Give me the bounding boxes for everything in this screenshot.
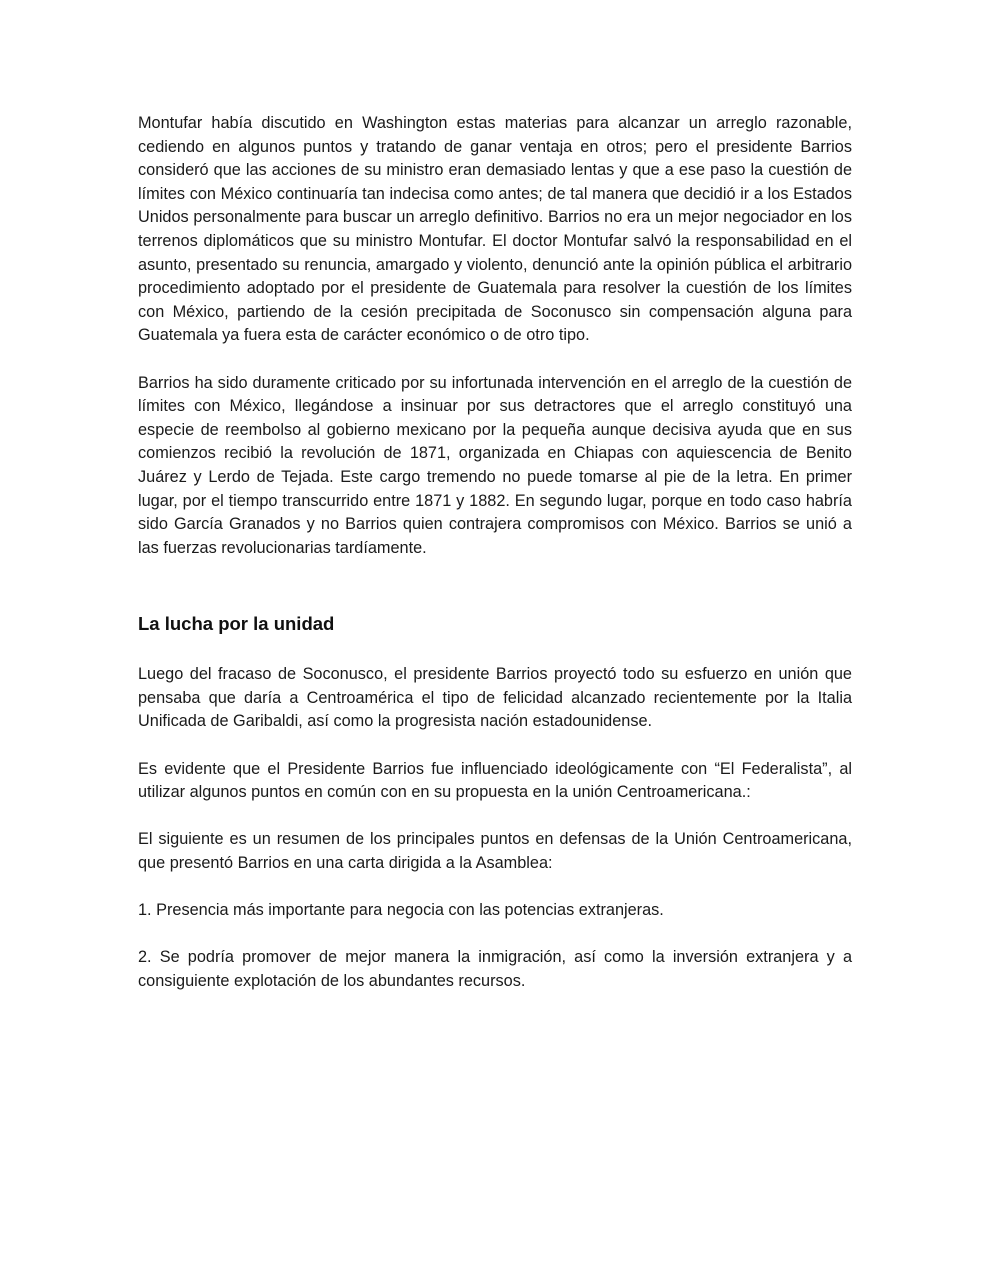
document-body (138, 112, 852, 994)
paragraph-montufar-negotiation: Montufar había discutido en Washington estas materias para alcanzar un arreglo razonable, cediendo en algunos puntos y tratando de ganar ventaja en otros; pero el presidente Barrios consideró que las acciones de su ministro eran demasiado lentas y que a ese paso la cuestión de límites con México continuaría tan indecisa como antes; de tal manera que decidió ir a los Estados Unidos personalmente para buscar un arreglo definitivo. Barrios no era un mejor negociador en los terrenos diplomáticos que su ministro Montufar. El doctor Montufar salvó la responsabilidad en el asunto, presentado su renuncia, amargado y violento, denunció ante la opinión pública el arbitrario procedimiento adoptado por el presidente de Guatemala para resolver la cuestión de los límites con México, partiendo de la cesión precipitada de Soconusco sin compensación alguna para Guatemala ya fuera esta de carácter económico o de otro tipo. (138, 114, 852, 345)
list-item-2: 2. Se podría promover de mejor manera la inmigración, así como la inversión extranjera y a consiguiente explotación de los abundantes recursos. (138, 948, 852, 990)
paragraph-soconusco-failure: Luego del fracaso de Soconusco, el presidente Barrios proyectó todo su esfuerzo en unión que pensaba que daría a Centroamérica el tipo de felicidad alcanzado recientemente por la Italia Unificada de Garibaldi, así como la progresista nación estadounidense. (138, 665, 852, 731)
paragraph-el-federalista: Es evidente que el Presidente Barrios fue influenciado ideológicamente con “El Federalista”, al utilizar algunos puntos en común con en su propuesta en la unión Centroamericana.: (138, 759, 852, 802)
list-item-1: 1. Presencia más importante para negocia con las potencias extranjeras. (138, 901, 664, 920)
section-heading: La lucha por la unidad (138, 613, 335, 635)
paragraph-summary-intro: El siguiente es un resumen de los principales puntos en defensas de la Unión Centroamericana, que presentó Barrios en una carta dirigida a la Asamblea: (138, 830, 852, 873)
paragraph-barrios-criticism: Barrios ha sido duramente criticado por su infortunada intervención en el arreglo de la cuestión de límites con México, llegándose a insinuar por sus detractores que el arreglo constituyó una especie de reembolso al gobierno mexicano por la pequeña aunque decisiva ayuda que en sus comienzos recibió la revolución de 1871, organizada en Chiapas con aquiescencia de Benito Juárez y Lerdo de Tejada. Este cargo tremendo no puede tomarse al pie de la letra. En primer lugar, por el tiempo transcurrido entre 1871 y 1882. En segundo lugar, porque en todo caso habría sido García Granados y no Barrios quien contrajera compromisos con México. Barrios se unió a las fuerzas revolucionarias tardíamente. (138, 373, 852, 557)
